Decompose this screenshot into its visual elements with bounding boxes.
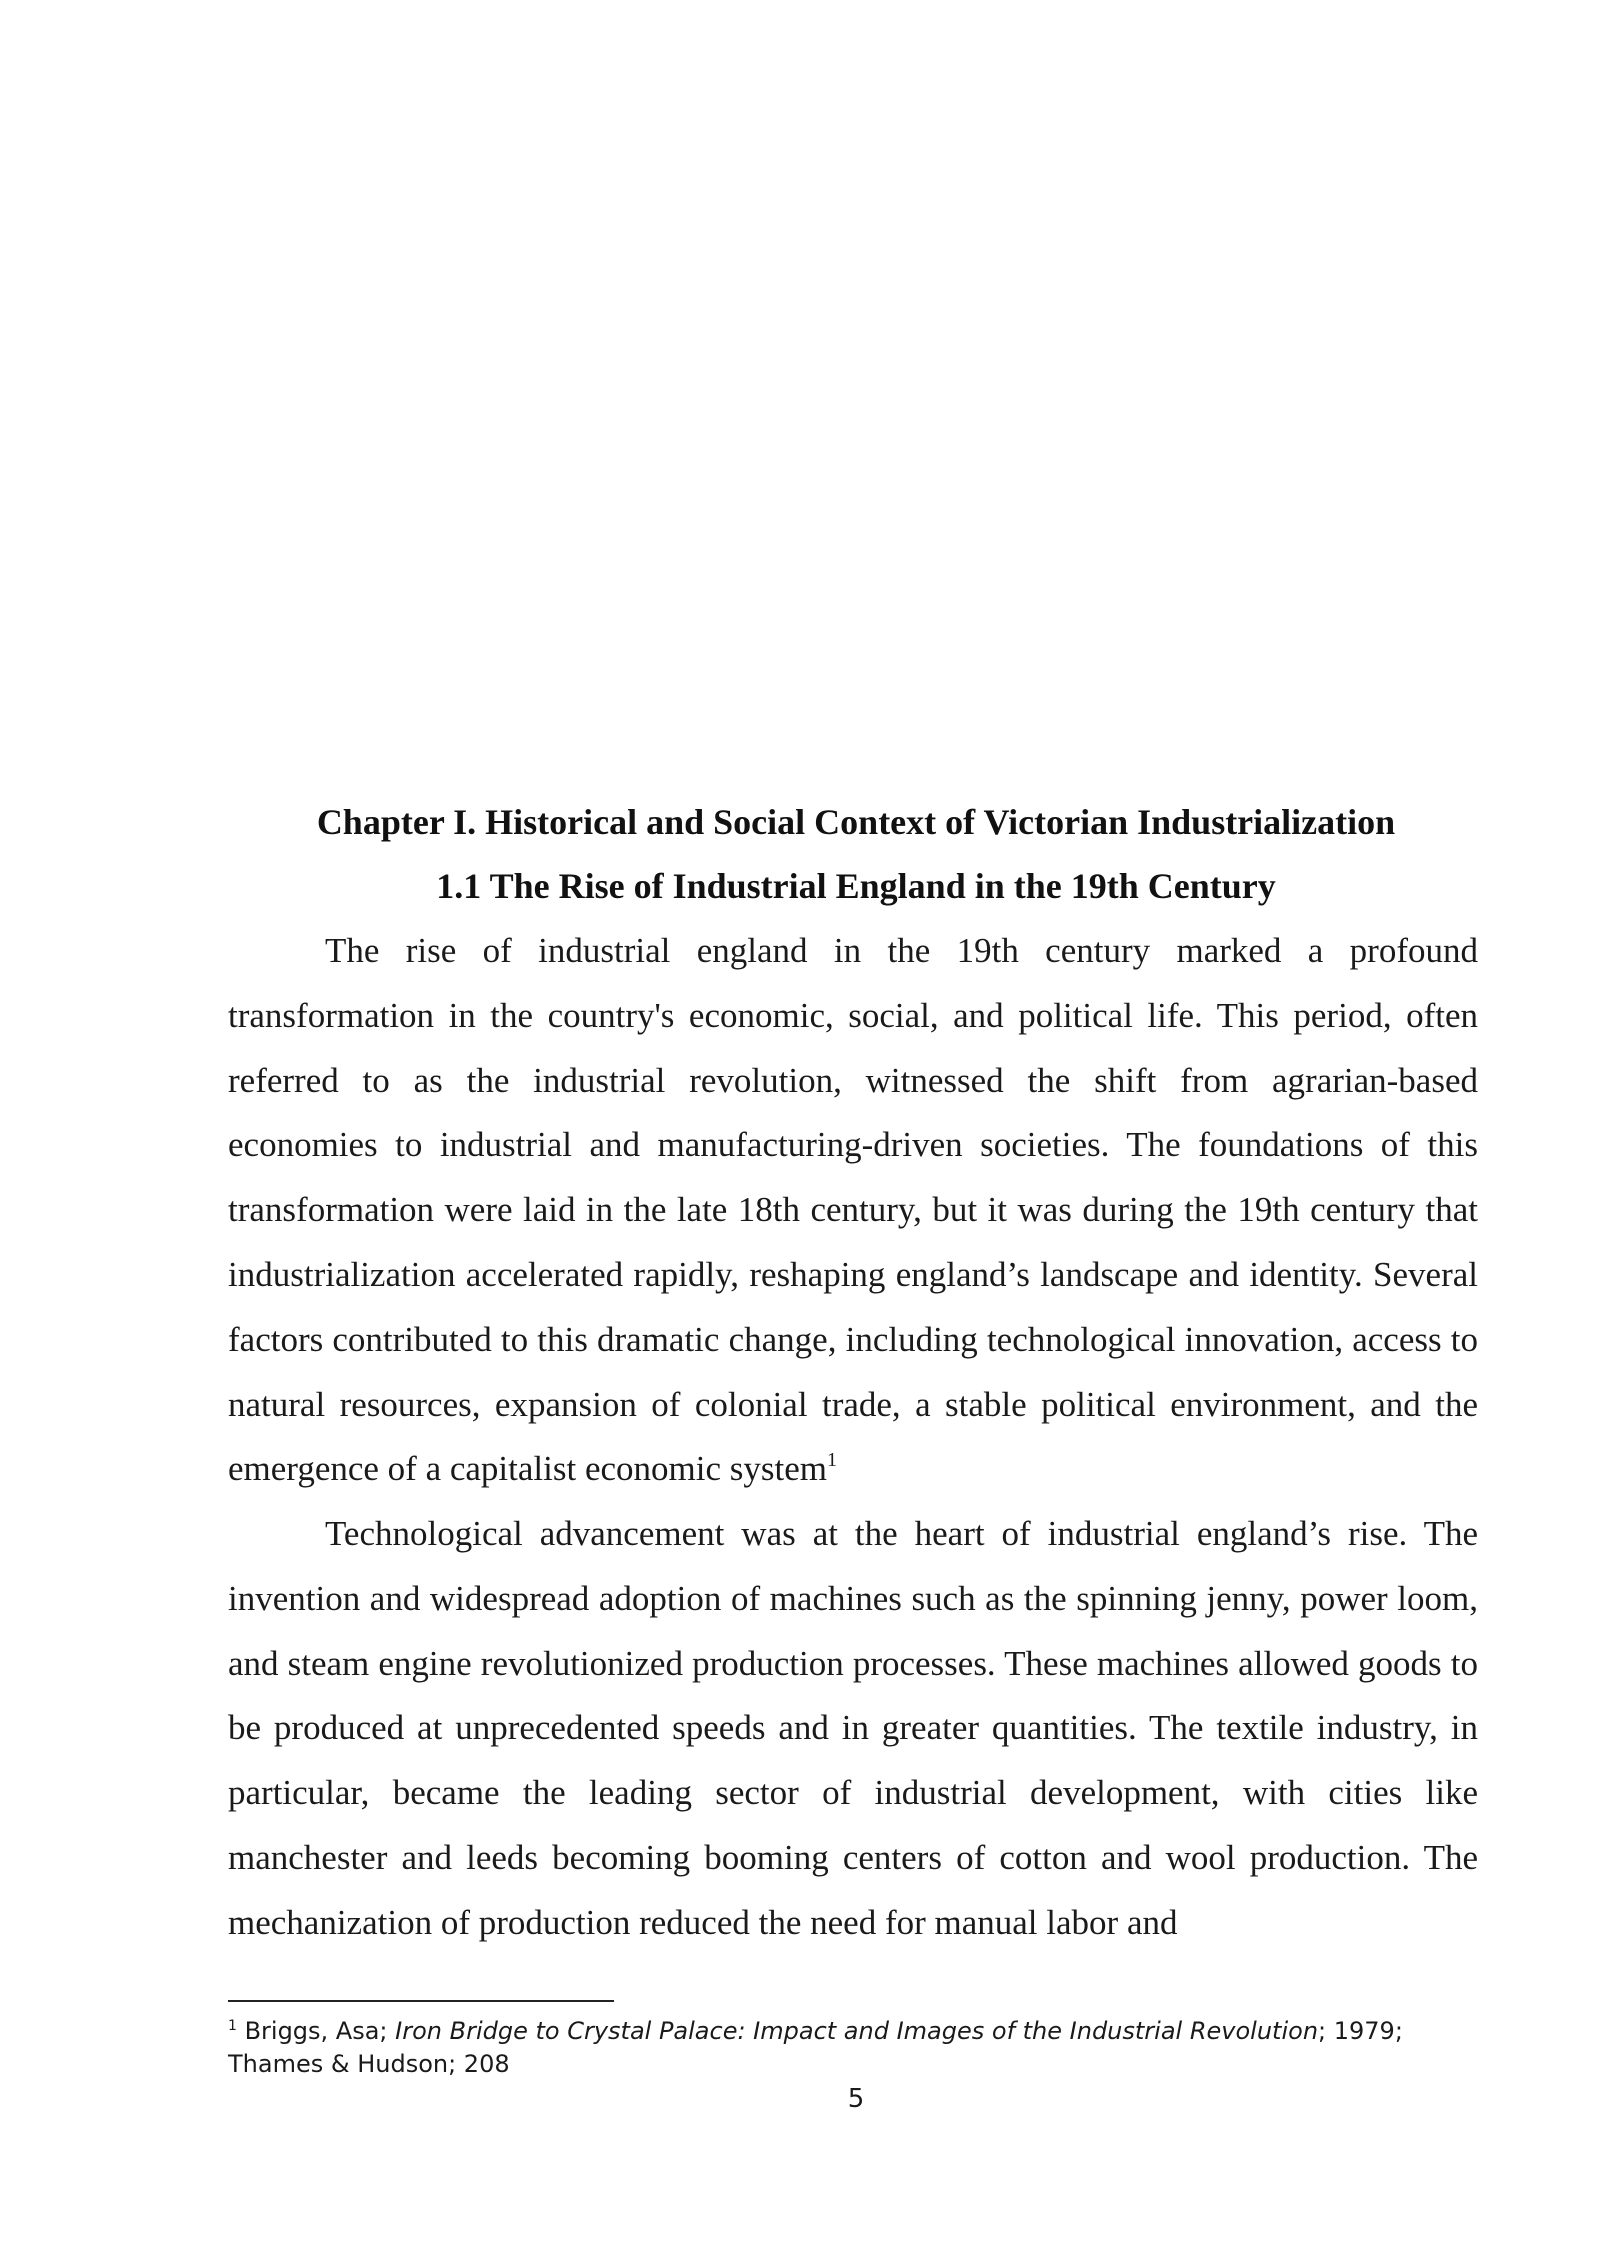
footnote-reference[interactable]: 1 [826, 1449, 837, 1472]
footnote [228, 2015, 1428, 2081]
footnote-author: Briggs, Asa; [244, 2017, 396, 2045]
footnote-details: ; 1979; Thames & Hudson; 208 [228, 2017, 1403, 2078]
footnote-title: Iron Bridge to Crystal Palace: Impact and Images of the Industrial Revolution [395, 2017, 1319, 2045]
paragraph-text: Technological advancement was at the heart of industrial england’s rise. The invention and widespread adoption of machines such as the spinning jenny, power loom, and steam engine revolutionized production processes. These machines allowed goods to be produced at unprecedented speeds and in greater quantities. The textile industry, in particular, became the leading sector of industrial development, with cities like manchester and leeds becoming booming centers of cotton and wool production. The mechanization of production reduced the need for manual labor and [228, 1514, 1478, 1942]
section-title: 1.1 The Rise of Industrial England in the 19th Century [436, 866, 1276, 906]
chapter-title: Chapter I. Historical and Social Context of Victorian Industrialization [316, 802, 1396, 842]
body-paragraph-1 [228, 919, 1478, 1502]
page-number: 5 [847, 2084, 865, 2114]
body-paragraph-2 [228, 1502, 1478, 1956]
footnote-marker: 1 [228, 2018, 237, 2034]
footnote-separator [228, 2000, 614, 2002]
paragraph-text: The rise of industrial england in the 19th century marked a profound transformation in the country's economic, social, and political life. This period, often referred to as the industrial revolution, witnessed the shift from agrarian-based economies to industrial and manufacturing-driven societies. The foundations of this transformation were laid in the late 18th century, but it was during the 19th century that industrialization accelerated rapidly, reshaping england’s landscape and identity. Several factors contributed to this dramatic change, including technological innovation, access to natural resources, expansion of colonial trade, a stable political environment, and the emergence of a capitalist economic system [228, 931, 1478, 1489]
